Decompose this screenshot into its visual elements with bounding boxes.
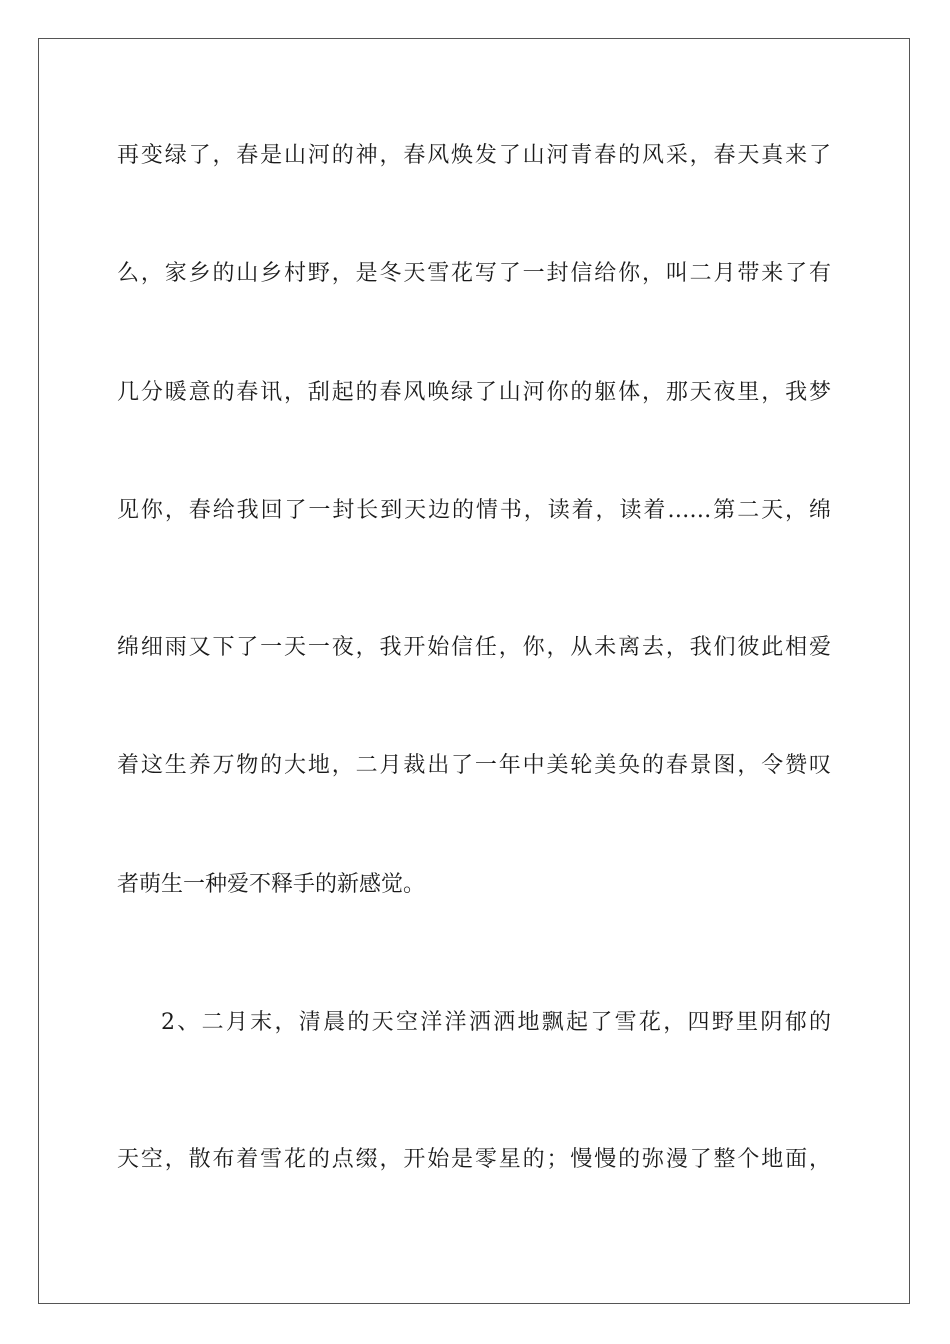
body-text-line: 绵细雨又下了一天一夜，我开始信任，你，从未离去，我们彼此相爱 xyxy=(117,635,831,660)
body-text-line: 几分暖意的春讯，刮起的春风唤绿了山河你的躯体，那天夜里，我梦 xyxy=(117,380,831,405)
body-text-line: 再变绿了，春是山河的神，春风焕发了山河青春的风采，春天真来了 xyxy=(117,143,831,168)
body-text-line: 见你，春给我回了一封长到天边的情书，读着，读着……第二天，绵 xyxy=(117,498,831,523)
body-text-line: 者萌生一种爱不释手的新感觉。 xyxy=(117,872,426,897)
paragraph-first-line: 2、二月末，清晨的天空洋洋洒洒地飘起了雪花，四野里阴郁的 xyxy=(161,1010,831,1035)
body-text-line: 么，家乡的山乡村野，是冬天雪花写了一封信给你，叫二月带来了有 xyxy=(117,261,831,286)
page-border xyxy=(38,38,910,1304)
body-text-line: 着这生养万物的大地，二月裁出了一年中美轮美奂的春景图，令赞叹 xyxy=(117,753,831,778)
body-text-line: 天空，散布着雪花的点缀，开始是零星的；慢慢的弥漫了整个地面， xyxy=(117,1147,831,1172)
